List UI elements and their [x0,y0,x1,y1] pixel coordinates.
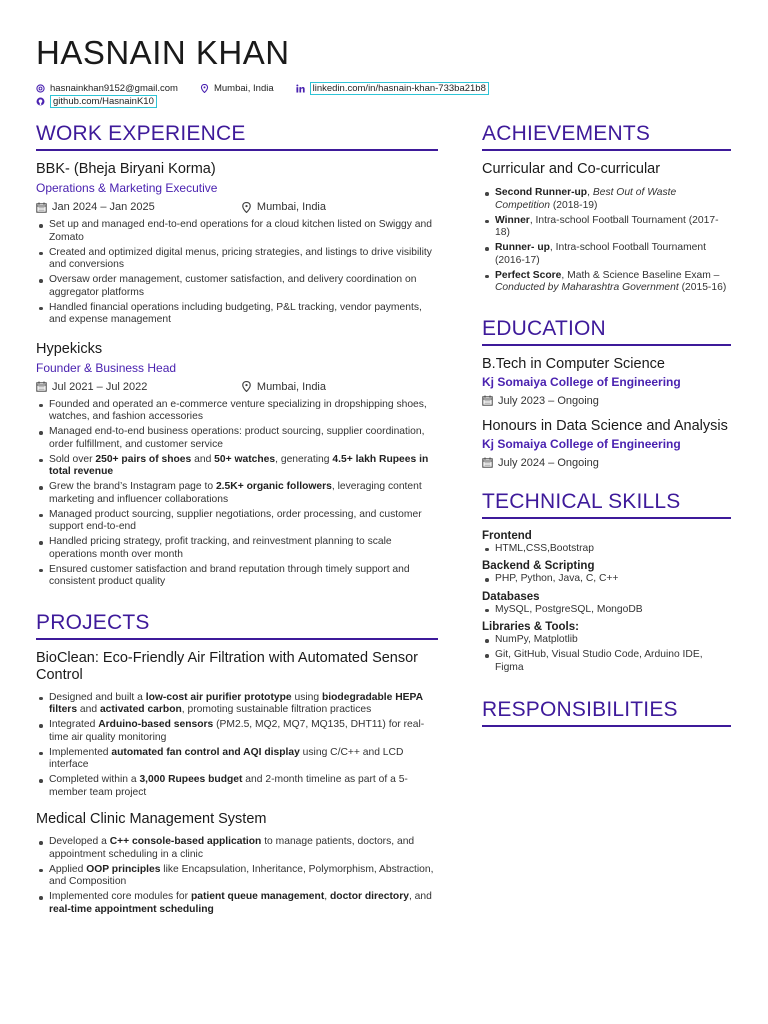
bullet-item: Sold over 250+ pairs of shoes and 50+ watches, generating 4.5+ lakh Rupees in total revenue [36,454,438,479]
bullet-item: Set up and managed end-to-end operations for a cloud kitchen listed on Swiggy and Zomato [36,219,438,244]
skill-category: Databases [482,590,540,603]
contact-info [36,82,511,108]
github-icon [36,97,45,106]
job-location [241,200,326,214]
education-date-text: July 2023 – Ongoing [498,394,599,407]
skill-item: PHP, Python, Java, C, C++ [482,573,731,586]
skill-category: Frontend [482,529,532,542]
skill-category: Libraries & Tools: [482,621,579,633]
bullet-item: Ensured customer satisfaction and brand reputation through timely support and consistent product quality [36,564,438,589]
skill-category: Backend & Scripting [482,560,595,572]
achievement-item: Runner- up, Intra-school Football Tournament (2016-17) [482,242,731,267]
education-entry [482,418,731,470]
education-dates [482,394,731,408]
achievements-heading: ACHIEVEMENTS [482,122,731,151]
job-entry [36,341,438,589]
job-role: Operations & Marketing Executive [36,181,218,195]
candidate-name: HASNAIN KHAN [36,34,290,71]
education-heading: EDUCATION [482,317,731,346]
location-text: Mumbai, India [213,83,274,94]
bullet-item: Integrated Arduino-based sensors (PM2.5, MQ2, MQ7, MQ135, DHT11) for real-time air quality monitoring [36,719,438,744]
school-name: Kj Somaiya College of Engineering [482,436,681,451]
right-column [482,122,731,727]
job-dates-text: Jul 2021 – Jul 2022 [52,380,148,393]
job-bullets [36,399,438,589]
bullet-item: Applied OOP principles like Encapsulation, Inheritance, Polymorphism, Abstraction, and Composition [36,864,438,889]
job-location-text: Mumbai, India [256,380,326,393]
achievement-item: Second Runner-up, Best Out of Waste Competition (2018-19) [482,187,731,212]
bullet-item: Managed product sourcing, supplier negotiations, order processing, and customer support end-to-end [36,509,438,534]
job-dates [36,380,147,394]
skill-item: HTML,CSS,Bootstrap [482,543,731,556]
education-entry [482,356,731,408]
skill-item: Git, GitHub, Visual Studio Code, Arduino IDE, Figma [482,649,731,674]
map-pin-icon [241,202,252,213]
job-bullets [36,219,438,327]
bullet-item: Designed and built a low-cost air purifier prototype using biodegradable HEPA filters and activated carbon, promoting sustainable filtration practices [36,692,438,717]
education-date-text: July 2024 – Ongoing [498,456,599,469]
job-entry [36,161,438,327]
linkedin-link[interactable]: linkedin.com/in/hasnain-khan-733ba21b8 [310,82,489,95]
achievements-subhead: Curricular and Co-curricular [482,161,661,177]
calendar-icon [36,202,47,213]
linkedin-icon [296,84,305,93]
job-company: BBK- (Bheja Biryani Korma) [36,161,216,177]
bullet-item: Implemented core modules for patient queue management, doctor directory, and real-time appointment scheduling [36,891,438,916]
work-experience-heading: WORK EXPERIENCE [36,122,438,151]
email-item[interactable] [36,83,178,94]
achievements-list [482,187,731,295]
skill-item: NumPy, Matplotlib [482,634,731,647]
email-text[interactable]: hasnainkhan9152@gmail.com [50,83,178,94]
left-column [36,122,438,919]
project-entry [36,650,438,800]
project-name: Medical Clinic Management System [36,811,267,827]
job-meta [36,200,326,214]
bullet-item: Implemented automated fan control and AQI display using C/C++ and LCD interface [36,747,438,772]
calendar-icon [482,457,493,468]
location-item [200,83,274,94]
bullet-item: Handled financial operations including budgeting, P&L tracking, vendor payments, and expense management [36,302,438,327]
achievement-item: Perfect Score, Math & Science Baseline Exam – Conducted by Maharashtra Government (2015-16) [482,270,731,295]
bullet-item: Completed within a 3,000 Rupees budget and 2-month timeline as part of a 5-member team project [36,774,438,799]
github-link[interactable]: github.com/HasnainK10 [50,95,157,108]
school-name: Kj Somaiya College of Engineering [482,374,681,389]
job-dates-text: Jan 2024 – Jan 2025 [52,201,155,213]
project-bullets [36,692,438,800]
bullet-item: Handled pricing strategy, profit tracking, and reinvestment planning to scale operations month over month [36,536,438,561]
bullet-item: Founded and operated an e-commerce venture specializing in dropshipping shoes, watches, and fashion accessories [36,399,438,424]
linkedin-item[interactable] [296,82,489,95]
job-dates [36,200,155,214]
technical-skills-heading: TECHNICAL SKILLS [482,490,731,519]
skill-list [482,573,731,586]
bullet-item: Created and optimized digital menus, pricing strategies, and listings to drive visibility and conversions [36,247,438,272]
degree-title: B.Tech in Computer Science [482,355,665,372]
skill-list [482,543,731,556]
map-pin-icon [241,381,252,392]
education-dates [482,456,731,470]
github-item[interactable] [36,95,157,108]
achievement-item: Winner, Intra-school Football Tournament (2017-18) [482,215,731,240]
calendar-icon [482,395,493,406]
bullet-item: Oversaw order management, customer satisfaction, and delivery coordination on aggregator platforms [36,274,438,299]
job-location [241,380,326,394]
bullet-item: Developed a C++ console-based application to manage patients, doctors, and appointment scheduling in a clinic [36,836,438,861]
degree-title: Honours in Data Science and Analysis [482,417,728,434]
skill-list [482,604,731,617]
job-meta [36,380,326,394]
project-name: BioClean: Eco-Friendly Air Filtration with Automated Sensor Control [36,649,419,683]
project-bullets [36,836,438,916]
at-icon [36,84,45,93]
skill-list [482,634,731,674]
skill-item: MySQL, PostgreSQL, MongoDB [482,604,731,617]
project-entry [36,811,438,916]
calendar-icon [36,381,47,392]
job-role: Founder & Business Head [36,360,177,375]
map-pin-icon [200,84,209,93]
job-company: Hypekicks [36,340,103,357]
skills-groups [482,529,731,675]
bullet-item: Grew the brand’s Instagram page to 2.5K+ organic followers, leveraging content marketing and influencer collaborations [36,481,438,506]
projects-heading: PROJECTS [36,611,438,640]
responsibilities-heading: RESPONSIBILITIES [482,698,731,727]
job-location-text: Mumbai, India [256,201,326,213]
bullet-item: Managed end-to-end business operations: product sourcing, supplier coordination, order fulfillment, and customer service [36,426,438,451]
